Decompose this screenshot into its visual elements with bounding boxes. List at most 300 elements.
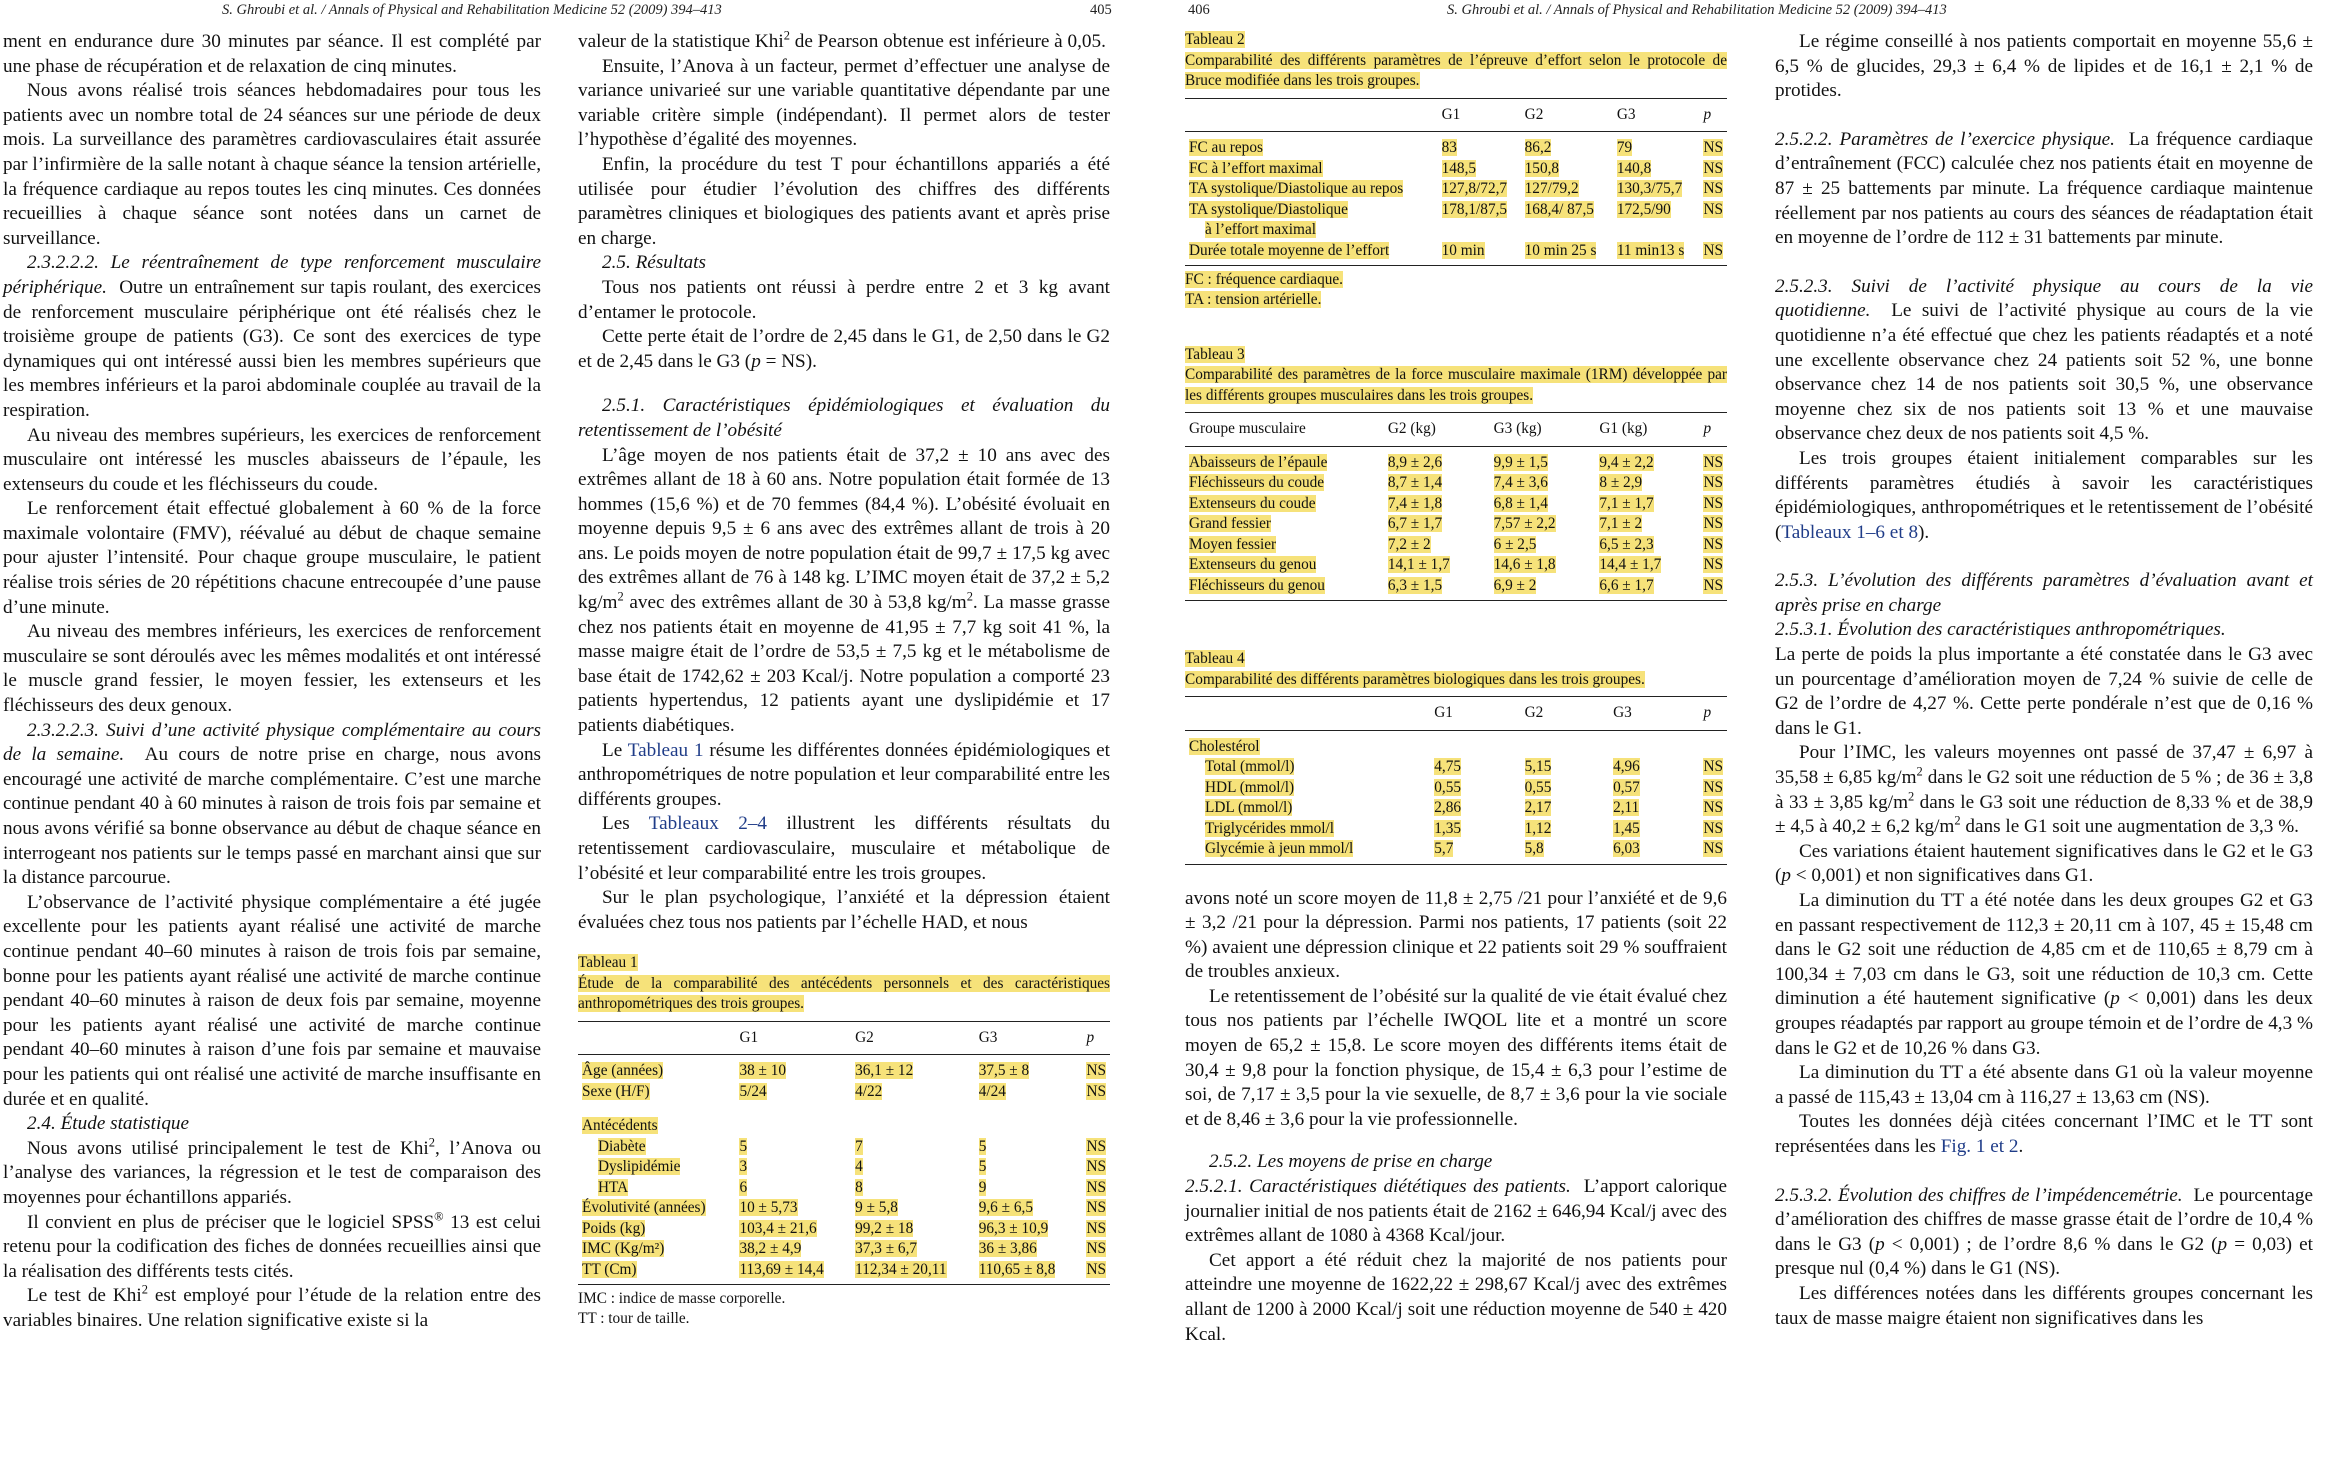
section-heading-2-5-2-3: 2.5.2.3. Suivi de l’activité physique au cours de la vie quotidienne.	[1775, 275, 2313, 322]
text-run: Le pourcentage d’amélioration des chiffres de masse grasse était de l’ordre de 10,4 % dans le G3 (	[1775, 1184, 2314, 1255]
column-1	[3, 30, 541, 1333]
cell: 5,8	[1524, 840, 1544, 857]
table-row	[578, 1239, 1110, 1260]
table-row	[1185, 241, 1727, 266]
cell: 8	[855, 1178, 863, 1196]
superscript: 2	[1954, 813, 1961, 828]
paragraph-text: La fréquence cardiaque d’entraînement (FCC) calculée chez nos patients était en moyenne de 87 ± 25 battements par minute. La fréquence cardiaque maintenue réellement par nos patients au cours des séances de réadaptation était en moyenne de l’ordre de 112 ± 31 battements par minute.	[1775, 128, 2313, 249]
text-run: Il convient en plus de préciser que le logiciel SPSS	[27, 1211, 435, 1233]
text-run: dans le G1 soit une augmentation de 3,3 %.	[1960, 816, 2299, 838]
table-row	[1185, 798, 1727, 819]
paragraph: Les différences notées dans les différents groupes concernant les taux de masse maigre étaient non significatives dans les	[1775, 1282, 2313, 1329]
cell: 38,2 ± 4,9	[739, 1240, 802, 1258]
section-heading-2-4: 2.4. Étude statistique	[27, 1113, 190, 1135]
cell: 86,2	[1524, 139, 1552, 156]
cell: TA systolique/Diastolique	[1189, 200, 1348, 218]
table-row	[578, 1157, 1110, 1178]
text-run: Toutes les données déjà citées concernant l’IMC et le TT sont représentées dans les	[1775, 1111, 2313, 1157]
cell: 0,55	[1524, 778, 1552, 796]
superscript: ®	[434, 1209, 444, 1224]
cell: 9,4 ± 2,2	[1599, 453, 1654, 471]
table-row	[1185, 778, 1727, 799]
header-cell: p	[1699, 98, 1727, 132]
table-row	[578, 1260, 1110, 1285]
paragraph-text: Outre un entraînement sur tapis roulant, des exercices de renforcement musculaire périphérique ont été réalisés chez le troisième groupe de patients (G3). Ce sont des exercices de type dynamiques qui ont intéressé aussi bien les membres supérieurs que les membres inférieurs et la paroi abdominale couplée au travail de la respiration.	[3, 276, 541, 421]
header-cell: p	[1699, 697, 1727, 731]
table-row	[578, 1219, 1110, 1240]
text-run: = NS).	[760, 350, 817, 372]
cell: Glycémie à jeun mmol/l	[1205, 840, 1354, 857]
cell: 36 ± 3,86	[978, 1240, 1037, 1258]
cell: 127,8/72,7	[1441, 180, 1508, 197]
cell: 1,35	[1434, 819, 1461, 837]
cell: 172,5/90	[1616, 200, 1671, 218]
table-row	[1185, 132, 1727, 159]
header-cell: G3	[1613, 98, 1700, 132]
table-label: Tableau 4	[1185, 650, 1245, 667]
cell: 2,86	[1434, 799, 1461, 816]
table-row	[1185, 514, 1727, 535]
cell: Fléchisseurs du genou	[1189, 576, 1325, 594]
cell: NS	[1703, 180, 1723, 197]
text-run: illustrent les différents résultats du retentissement cardiovasculaire, musculaire et métabolique de l’obésité et leur comparabilité entre les trois groupes.	[578, 813, 1110, 884]
header-cell: G2 (kg)	[1384, 413, 1490, 447]
cell: 103,4 ± 21,6	[739, 1219, 817, 1237]
cell: 9	[978, 1178, 987, 1196]
cell: NS	[1086, 1137, 1106, 1155]
cell: 6,7 ± 1,7	[1387, 515, 1443, 532]
paragraph	[1185, 1175, 1727, 1249]
cell: NS	[1086, 1260, 1106, 1278]
header-cell	[1185, 697, 1430, 731]
cell: Triglycérides mmol/l	[1205, 819, 1335, 837]
paragraph	[1775, 1184, 2313, 1282]
table	[1185, 696, 1727, 865]
section-heading-2-3-2-2-3: 2.3.2.2.3. Suivi d’une activité physique complémentaire au cours de la semaine.	[3, 719, 541, 766]
table-row	[578, 1055, 1110, 1082]
table-caption: Étude de la comparabilité des antécédents personnels et des caractéristiques anthropométriques des trois groupes.	[578, 974, 1110, 1013]
cell: 4/24	[978, 1082, 1006, 1100]
table-footnote: IMC : indice de masse corporelle.	[578, 1290, 786, 1308]
cell: NS	[1703, 474, 1723, 491]
paragraph	[1775, 889, 2313, 1061]
cell: Diabète	[598, 1137, 646, 1155]
paragraph: Le renforcement était effectué globalement à 60 % de la force maximale volontaire (FMV), réévalué au début de chaque semaine pour ajuster l’intensité. Pour chaque groupe musculaire, le patient réalise trois séries de 20 répétitions chacune entrecoupée d’une pause d’une minute.	[3, 498, 541, 618]
table-row	[578, 1137, 1110, 1158]
column-2	[578, 30, 1110, 1330]
section-heading-2-5-1: 2.5.1. Caractéristiques épidémiologiques et évaluation du retentissement de l’obésité	[578, 395, 1110, 441]
paragraph: Enfin, la procédure du test T pour échantillons appariés a été utilisée pour étudier l’évolution des chiffres des différents paramètres cliniques et biologiques des patients avant et après prise en charge.	[578, 153, 1110, 249]
cell: 127/79,2	[1524, 180, 1579, 197]
paragraph: ment en endurance dure 30 minutes par séance. Il est complété par une phase de récupération et de relaxation de cinq minutes.	[3, 31, 541, 77]
column-3	[1185, 30, 1727, 1347]
italic-p: p	[2217, 1233, 2228, 1255]
cell: NS	[1086, 1158, 1106, 1176]
table-row	[1185, 200, 1727, 221]
cell: NS	[1703, 778, 1723, 796]
table-row	[1185, 446, 1727, 473]
cell: 79	[1616, 139, 1633, 156]
paragraph: Nous avons réalisé trois séances hebdomadaires pour tous les patients avec un nombre total de 24 séances sur une période de deux mois. La surveillance des paramètres cardiovasculaires était assurée par l’infirmière de la salle notant à chaque séance la tension artérielle, la fréquence cardiaque au repos toutes les cinq minutes. Ces données recueillies à chaque séance sont notées dans un carnet de surveillance.	[3, 80, 541, 249]
text-run: La diminution du TT a été notée dans les deux groupes G2 et G3 en passant respectivement de 112,3 ± 20,11 cm à 107, 45 ± 15,48 cm dans le G2 soit une réduction de 4,85 cm et de 110,65 ± 8,79 cm à 100,34 ± 7,03 cm dans le G3, soit une réduction de 10,3 cm. Cette diminution a été hautement significative (	[1775, 890, 2313, 1010]
cell: 4	[855, 1158, 863, 1176]
cell: 8,7 ± 1,4	[1387, 474, 1443, 491]
text-run: , l’Anova ou l’analyse des variances, la régression et le test de comparaison des moyennes pour échantillons appariés.	[3, 1137, 541, 1208]
paragraph: Au niveau des membres inférieurs, les exercices de renforcement musculaire se sont déroulés avec les mêmes modalités et ont intéressé le muscle grand fessier, le moyen fessier, les extenseurs et les fléchisseurs des deux genoux.	[3, 621, 541, 717]
link-tableaux-2-4[interactable]: Tableaux 2–4	[648, 813, 768, 835]
text-run: = 0,03) et presque nul (0,4 %) dans le G1 (NS).	[1775, 1233, 2314, 1280]
section-heading-2-5: 2.5. Résultats	[602, 252, 706, 274]
tableau-3	[1185, 345, 1727, 602]
table-label: Tableau 2	[1185, 31, 1245, 48]
paragraph	[1775, 741, 2313, 839]
paragraph	[1775, 1110, 2313, 1159]
page-number: 406	[1188, 2, 1210, 18]
cell: 9,9 ± 1,5	[1493, 453, 1548, 471]
table	[1185, 412, 1727, 601]
cell: 37,5 ± 8	[978, 1062, 1030, 1080]
link-fig-1-2[interactable]: Fig. 1 et 2	[1940, 1135, 2019, 1157]
cell: 7,4 ± 3,6	[1493, 474, 1548, 491]
header-cell	[1185, 98, 1438, 132]
cell: 168,4/ 87,5	[1524, 200, 1594, 218]
cell: Poids (kg)	[582, 1219, 646, 1237]
cell: 96,3 ± 10,9	[978, 1219, 1049, 1237]
table-row	[1185, 819, 1727, 840]
superscript: 2	[783, 28, 790, 43]
cell: NS	[1086, 1178, 1106, 1196]
table-row	[1185, 220, 1727, 241]
table-header-row	[1185, 413, 1727, 447]
header-cell: G3	[1609, 697, 1699, 731]
table-row	[1185, 535, 1727, 556]
table-row	[1185, 839, 1727, 864]
cell: 36,1 ± 12	[855, 1062, 914, 1080]
text-run: dans le G2 soit une réduction de 5 % ; de 36 ± 3,8 à 33 ± 3,85 kg/m	[1775, 767, 2313, 813]
column-4	[1775, 30, 2313, 1331]
header-cell: G1	[1438, 98, 1521, 132]
cell: Fléchisseurs du coude	[1189, 474, 1325, 491]
section-heading-2-5-3-2: 2.5.3.2. Évolution des chiffres de l’impédencemétrie.	[1775, 1184, 2183, 1206]
table-footnote: TA : tension artérielle.	[1185, 291, 1322, 308]
cell: 6,9 ± 2	[1493, 576, 1537, 594]
cell: 110,65 ± 8,8	[978, 1260, 1056, 1278]
table-row	[1185, 757, 1727, 778]
cell: NS	[1086, 1199, 1106, 1217]
text-run: de Pearson obtenue est inférieure à 0,05.	[789, 31, 1106, 52]
table-footnote: FC : fréquence cardiaque.	[1185, 271, 1343, 288]
cell: 6,8 ± 1,4	[1493, 494, 1548, 512]
cell: 14,6 ± 1,8	[1493, 556, 1556, 573]
text-run: L’âge moyen de nos patients était de 37,2 ± 10 ans avec des extrêmes allant de 18 à 60 ans. Notre population était formée de 13 hommes (15,6 %) et de 70 femmes (84,4 %). L’obésité évoluait en moyenne depuis 9,5 ± 6 ans avec des extrêmes allant de trois à 20 ans. Le poids moyen de notre population était de 99,7 ± 17,5 kg avec des extrêmes allant de 76 à 148 kg. L’IMC moyen était de 37,2 ± 5,2 kg/m	[578, 444, 1110, 614]
cell: 6,5 ± 2,3	[1599, 535, 1654, 553]
table-header-row	[1185, 697, 1727, 731]
cell: 4,96	[1613, 758, 1640, 775]
text-run: dans le G3 soit une réduction de 8,33 % et de 38,9 ± 4,5 à 40,2 ± 6,2 kg/m	[1775, 791, 2313, 838]
cell: 178,1/87,5	[1441, 200, 1508, 218]
table-row	[578, 1102, 1110, 1137]
cell: 8 ± 2,9	[1599, 474, 1643, 491]
paragraph-text: Le suivi de l’activité physique au cours de la vie quotidienne n’a été effectué que chez les patients réadaptés et a noté une excellente observance chez 24 patients soit 52 %, une bonne observance chez 14 de nos patients soit 30,5 %, une observance moyenne chez six de nos patients soit 13 % et une mauvaise observance chez deux de nos patients soit 4,5 %.	[1775, 300, 2314, 445]
paragraph-text: Au cours de notre prise en charge, nous avons encouragé une activité de marche complémentaire. C’est une marche continue pendant 40 à 60 minutes à raison de trois fois par semaine et nous avons vérifié sa bonne observance au début de chaque séance en interrogeant nos patients sur le temps passé en marchant ainsi que sur la distance parcourue.	[3, 744, 542, 889]
paragraph	[3, 251, 541, 423]
cell: Durée totale moyenne de l’effort	[1189, 241, 1390, 259]
running-head-text: S. Ghroubi et al. / Annals of Physical and Rehabilitation Medicine 52 (2009) 394–413	[222, 2, 722, 18]
cell: 130,3/75,7	[1616, 180, 1683, 197]
table	[578, 1021, 1110, 1286]
text-run: Pour l’IMC, les valeurs moyennes ont passé de 37,47 ± 6,97 à 35,58 ± 6,85 kg/m	[1775, 742, 2313, 789]
header-cell: G2	[1521, 697, 1609, 731]
text-run: . La masse grasse chez nos patients était en moyenne de 41,95 ± 7,7 kg soit 41 %, la masse maigre était de l’ordre de 53,5 ± 7,5 kg et le métabolisme de base était de 1742,62 ± 203 Kcal/j. Notre population a comporté 23 patients hypertendus, 12 patients ayant une dyslipidémie et 17 patients diabétiques.	[578, 592, 1110, 737]
paragraph: Cet apport a été réduit chez la majorité de nos patients pour atteindre une moyenne de 1622,22 ± 298,67 Kcal/j avec des extrêmes allant de 1200 à 2000 Kcal/j soit une réduction moyenne de 540 ± 420 Kcal.	[1185, 1249, 1727, 1345]
cell: 150,8	[1524, 159, 1560, 177]
paragraph: avons noté un score moyen de 11,8 ± 2,75 /21 pour l’anxiété et de 9,6 ± 3,2 /21 pour la dépression. Parmi nos patients, 17 patients (soit 22 %) avaient une dépression clinique et 22 patients soit 29 % souffraient de troubles anxieux.	[1185, 887, 1727, 983]
header-cell	[578, 1021, 735, 1055]
cell: NS	[1703, 159, 1723, 177]
cell: 2,11	[1613, 799, 1640, 816]
text-run: < 0,001) dans les deux groupes réadaptés par rapport au groupe témoin et de l’ordre de 4,3 % dans le G2 et de 10,26 % dans G3.	[1775, 988, 2314, 1059]
paragraph: Au niveau des membres supérieurs, les exercices de renforcement musculaire ont intéressé les muscles abaisseurs de l’épaule, les extenseurs du coude et les fléchisseurs du coude.	[3, 424, 541, 495]
cell: NS	[1703, 241, 1723, 259]
cell: LDL (mmol/l)	[1205, 799, 1293, 816]
cell: 83	[1441, 139, 1457, 156]
cell: Évolutivité (années)	[582, 1199, 706, 1217]
cell: 10 min 25 s	[1524, 241, 1597, 259]
cell: Grand fessier	[1189, 515, 1271, 532]
cell: NS	[1086, 1062, 1106, 1080]
header-cell: G1	[1430, 697, 1520, 731]
cell: HDL (mmol/l)	[1205, 778, 1295, 796]
cell: 1,12	[1524, 819, 1552, 837]
paragraph	[1775, 128, 2313, 251]
italic-p: p	[1875, 1233, 1885, 1255]
cell: Total (mmol/l)	[1205, 758, 1295, 775]
cell: NS	[1703, 758, 1723, 775]
table-footnote: TT : tour de taille.	[578, 1310, 690, 1328]
tableau-4	[1185, 649, 1727, 865]
table-row	[1185, 473, 1727, 494]
italic-p: p	[2110, 988, 2120, 1010]
cell: 37,3 ± 6,7	[855, 1240, 918, 1258]
cell: 6,6 ± 1,7	[1599, 576, 1654, 594]
superscript: 2	[141, 1282, 148, 1297]
header-cell: G3 (kg)	[1490, 413, 1596, 447]
superscript: 2	[428, 1135, 435, 1150]
cell: 5/24	[739, 1082, 767, 1100]
cell: 6,03	[1613, 840, 1640, 857]
text-run: Les trois groupes étaient initialement comparables sur les différents paramètres étudiés à savoir les caractéristiques épidémiologiques, anthropométriques et le retentissement de l’obésité (	[1775, 447, 2313, 543]
text-run: ).	[1918, 521, 1930, 543]
text-run: avec des extrêmes allant de 30 à 53,8 kg/m	[623, 592, 967, 614]
cell: Âge (années)	[582, 1062, 664, 1080]
text-run: valeur de la statistique Khi	[578, 31, 784, 52]
section-heading-2-5-2-1: 2.5.2.1. Caractéristiques diététiques des patients.	[1185, 1176, 1571, 1198]
cell: 113,69 ± 14,4	[739, 1260, 824, 1278]
page-406	[1175, 0, 2350, 1477]
text-run: Les	[602, 813, 649, 835]
cell: 8,9 ± 2,6	[1387, 453, 1443, 471]
text-run: Ces variations étaient hautement significatives dans le G2 et le G3 (	[1775, 840, 2313, 887]
cell: FC à l’effort maximal	[1189, 159, 1323, 177]
cell: 10 min	[1441, 241, 1485, 259]
table-header-row	[578, 1021, 1110, 1055]
text-run: .	[2018, 1135, 2024, 1157]
page-number: 405	[1090, 2, 1112, 18]
table-row	[1185, 730, 1727, 757]
italic-p: p	[1781, 865, 1791, 887]
paragraph	[1775, 447, 2313, 545]
cell: NS	[1086, 1082, 1106, 1100]
cell: NS	[1703, 840, 1723, 857]
superscript: 2	[1916, 764, 1923, 779]
section-heading-2-5-3-1: 2.5.3.1. Évolution des caractéristiques anthropométriques.	[1775, 619, 2226, 641]
cell: 6,3 ± 1,5	[1387, 576, 1443, 594]
paragraph	[3, 1211, 541, 1285]
running-head-text: S. Ghroubi et al. / Annals of Physical and Rehabilitation Medicine 52 (2009) 394–413	[1447, 2, 1947, 18]
table-row	[578, 1178, 1110, 1199]
paragraph	[1775, 840, 2313, 889]
cell: Moyen fessier	[1189, 535, 1277, 553]
cell: Extenseurs du genou	[1189, 556, 1317, 573]
link-tableau-1[interactable]: Tableau 1	[627, 739, 704, 761]
paragraph	[578, 325, 1110, 374]
cell: 2,17	[1524, 799, 1552, 816]
cell: à l’effort maximal	[1205, 221, 1316, 238]
cell: 10 ± 5,73	[739, 1199, 798, 1217]
cell: 38 ± 10	[739, 1062, 787, 1080]
tableau-1	[578, 953, 1110, 1330]
cell: NS	[1703, 515, 1723, 532]
cell: 0,55	[1434, 778, 1461, 796]
cell: 5,7	[1434, 840, 1454, 857]
cell: 5,15	[1524, 758, 1552, 775]
header-cell: G2	[851, 1021, 975, 1055]
cell: NS	[1703, 535, 1723, 553]
paragraph	[1775, 275, 2313, 447]
cell: 7,57 ± 2,2	[1493, 515, 1556, 532]
cell: NS	[1703, 556, 1723, 573]
table-label: Tableau 1	[578, 954, 638, 972]
cell: NS	[1703, 799, 1723, 816]
tableau-2	[1185, 30, 1727, 311]
text-run: Nous avons utilisé principalement le test de Khi	[27, 1137, 429, 1159]
paragraph	[3, 719, 541, 891]
cell: 99,2 ± 18	[855, 1219, 914, 1237]
cell: 0,57	[1613, 778, 1640, 796]
section-heading-2-5-2-2: 2.5.2.2. Paramètres de l’exercice physique.	[1775, 128, 2115, 150]
table-row	[1185, 555, 1727, 576]
paragraph: L’observance de l’activité physique complémentaire a été jugée excellente pour les patients ayant réalisé une activité de marche continue pendant 40–60 minutes à raison de trois fois par semaine, bonne pour les patients ayant réalisé une activité de marche continue pendant 40–60 minutes à raison de deux fois par semaine, moyenne pour les patients ayant réalisé une activité de marche continue pendant 40–60 minutes à raison d’une fois par semaine et mauvaise pour les patients qui ont réalisé une activité de marche insuffisante en durée et en qualité.	[3, 891, 541, 1110]
section-heading-2-3-2-2-2: 2.3.2.2.2. Le réentraînement de type renforcement musculaire périphérique.	[3, 252, 541, 298]
cell: NS	[1703, 576, 1723, 594]
paragraph	[3, 1137, 541, 1211]
superscript: 2	[617, 589, 624, 604]
header-cell: G3	[975, 1021, 1083, 1055]
cell: IMC (Kg/m²)	[582, 1240, 665, 1258]
running-head	[0, 2, 1150, 20]
cell: 9,6 ± 6,5	[978, 1199, 1033, 1217]
table-row	[1185, 179, 1727, 200]
table	[1185, 98, 1727, 267]
cell: Extenseurs du coude	[1189, 494, 1316, 512]
cell: 6	[739, 1178, 748, 1196]
cell: 112,34 ± 20,11	[855, 1260, 947, 1278]
text-run: Le test de Khi	[27, 1285, 142, 1307]
cell: 14,4 ± 1,7	[1599, 556, 1662, 573]
cell: 7,4 ± 1,8	[1387, 494, 1443, 512]
text-run: résume les différentes données épidémiologiques et anthropométriques de notre population et leur comparabilité entre les différents groupes.	[578, 739, 1110, 810]
paragraph: La perte de poids la plus importante a été constatée dans le G3 avec un pourcentage d’amélioration moyen de 7,24 % suivie de celle de G2 de l’ordre de 4,27 %. Cette perte pondérale n’est que de 0,16 % dans le G1.	[1775, 644, 2313, 739]
paragraph: La diminution du TT a été absente dans G1 où la valeur moyenne a passé de 115,43 ± 13,04 cm à 116,27 ± 13,63 cm (NS).	[1775, 1062, 2313, 1108]
text-run: Le	[602, 739, 628, 761]
header-cell: Groupe musculaire	[1185, 413, 1384, 447]
text-run: est employé pour l’étude de la relation entre des variables binaires. Une relation significative existe si la	[3, 1285, 542, 1331]
running-head	[1175, 2, 2350, 20]
table-row	[1185, 576, 1727, 601]
link-tableaux-1-6-8[interactable]: Tableaux 1–6 et 8	[1781, 521, 1919, 543]
italic-p: p	[751, 350, 761, 372]
table-row	[578, 1082, 1110, 1103]
table-caption: Comparabilité des différents paramètres de l’épreuve d’effort selon le protocole de Bruce modifiée dans les trois groupes.	[1185, 51, 1727, 89]
paragraph-text: L’apport calorique journalier initial de nos patients était de 2162 ± 646,94 Kcal/j avec des extrêmes allant de 1080 à 4368 Kcal/jour.	[1185, 1176, 1728, 1247]
cell: 4,75	[1434, 758, 1461, 775]
header-cell: G1	[735, 1021, 851, 1055]
paragraph	[578, 30, 1110, 55]
cell: NS	[1703, 453, 1723, 471]
paragraph: Tous nos patients ont réussi à perdre entre 2 et 3 kg avant d’entamer le protocole.	[578, 276, 1110, 323]
section-heading-2-5-3: 2.5.3. L’évolution des différents paramètres d’évaluation avant et après prise en charge	[1775, 570, 2313, 616]
header-cell: G1 (kg)	[1595, 413, 1699, 447]
cell: 4/22	[855, 1082, 883, 1100]
cell: TT (Cm)	[582, 1260, 637, 1278]
superscript: 2	[1908, 789, 1915, 804]
section-heading-2-5-2: 2.5.2. Les moyens de prise en charge	[1209, 1151, 1493, 1173]
header-cell: G2	[1521, 98, 1613, 132]
cell: HTA	[598, 1178, 629, 1196]
cell: Sexe (H/F)	[582, 1082, 650, 1100]
cell: 5	[978, 1137, 987, 1155]
cell: 3	[739, 1158, 748, 1176]
cell: NS	[1703, 200, 1723, 218]
cell: 7,1 ± 2	[1599, 515, 1643, 532]
table-header-row	[1185, 98, 1727, 132]
cell: NS	[1703, 139, 1723, 156]
cell: 6 ± 2,5	[1493, 535, 1537, 553]
header-cell: p	[1082, 1021, 1110, 1055]
cell: 1,45	[1613, 819, 1640, 837]
paragraph	[578, 444, 1110, 739]
cell: Abaisseurs de l’épaule	[1189, 453, 1328, 471]
paragraph: Le retentissement de l’obésité sur la qualité de vie était évalué chez tous nos patients par l’échelle IWQOL lite et a montré un score moyen de 65,2 ± 15,8. Le score moyen des différents items était de 30,4 ± 9,8 pour la fonction physique, de 15,4 ± 6,3 pour l’estime de soi, de 7,17 ± 3,5 pour la vie sexuelle, de 8,7 ± 3,6 pour la vie sociale et de 8,46 ± 3,6 pour la vie professionnelle.	[1185, 985, 1727, 1130]
superscript: 2	[966, 589, 973, 604]
cell: 140,8	[1616, 159, 1652, 177]
table-row	[1185, 494, 1727, 515]
text-run: 13 est celui retenu pour la codification des fiches de données recueillies ainsi que la réalisation des différents tests cités.	[3, 1211, 542, 1282]
paragraph	[578, 739, 1110, 813]
paragraph	[3, 1284, 541, 1333]
cell: 5	[739, 1137, 748, 1155]
cell: TA systolique/Diastolique au repos	[1189, 180, 1404, 197]
page-405	[0, 0, 1150, 1477]
cell: 9 ± 5,8	[855, 1199, 898, 1217]
cell: Dyslipidémie	[598, 1158, 681, 1176]
cell: NS	[1086, 1240, 1106, 1258]
table-caption: Comparabilité des différents paramètres biologiques dans les trois groupes.	[1185, 670, 1645, 688]
cell: NS	[1703, 494, 1723, 512]
group-label: Antécédents	[582, 1117, 658, 1135]
group-label: Cholestérol	[1189, 737, 1260, 755]
table-label: Tableau 3	[1185, 345, 1245, 363]
